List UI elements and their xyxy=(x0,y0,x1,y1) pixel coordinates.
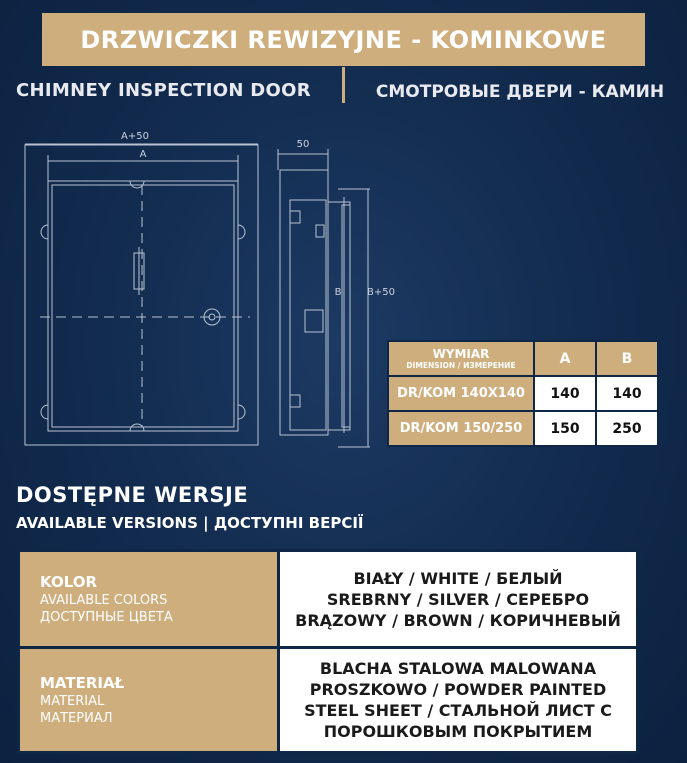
technical-drawing xyxy=(20,125,410,455)
page-title: DRZWICZKI REWIZYJNE - KOMINKOWE xyxy=(80,25,607,54)
material-label-ru: МАТЕРИАЛ xyxy=(40,711,113,726)
value-b: 250 xyxy=(596,411,658,446)
value-a: 150 xyxy=(534,411,596,446)
material-label-cell xyxy=(19,648,279,753)
value-a: 140 xyxy=(534,376,596,411)
color-label-en: AVAILABLE COLORS xyxy=(40,593,168,608)
door-panel xyxy=(48,181,238,431)
color-label-cell xyxy=(19,551,279,648)
table-row xyxy=(19,648,638,753)
material-value: STEEL SHEET / СТАЛЬНОЙ ЛИСТ С xyxy=(304,701,612,720)
color-label: KOLOR xyxy=(40,573,98,591)
dimension-header xyxy=(388,341,534,376)
material-label: MATERIAŁ xyxy=(40,674,125,692)
table-row xyxy=(388,411,658,446)
model-name: DR/KOM 140X140 xyxy=(388,376,534,411)
subtitle-russian: СМОТРОВЫЕ ДВЕРИ - КАМИН xyxy=(375,82,665,102)
dim-label-b-plus-50: B+50 xyxy=(367,287,395,298)
material-value: ПОРОШКОВЫМ ПОКРЫТИЕМ xyxy=(323,722,593,741)
dim-label-a: A xyxy=(139,149,147,160)
color-value: BRĄZOWY / BROWN / КОРИЧНЕВЫЙ xyxy=(295,610,621,630)
column-header-b: B xyxy=(596,341,658,376)
dimension-header-sub: DIMENSION / ИЗМЕРЕНИЕ xyxy=(406,361,516,370)
subtitle-english: CHIMNEY INSPECTION DOOR xyxy=(16,80,311,101)
versions-heading: DOSTĘPNE WERSJE xyxy=(16,483,249,507)
dimension-table xyxy=(387,340,659,447)
value-b: 140 xyxy=(596,376,658,411)
color-value: BIAŁY / WHITE / БЕЛЫЙ xyxy=(353,568,563,588)
table-row xyxy=(19,551,638,648)
subtitle-divider xyxy=(342,67,345,103)
color-label-ru: ДОСТУПНЫЕ ЦВЕТА xyxy=(40,610,173,625)
color-value: SREBRNY / SILVER / СЕРЕБРО xyxy=(326,589,590,609)
versions-table xyxy=(17,549,639,754)
versions-subheading: AVAILABLE VERSIONS | ДОСТУПНІ ВЕРСІЇ xyxy=(16,514,364,532)
dim-label-b: B xyxy=(334,287,342,298)
table-row xyxy=(388,376,658,411)
title-banner xyxy=(42,13,645,66)
material-label-en: MATERIAL xyxy=(40,694,105,709)
dim-label-50: 50 xyxy=(296,139,310,150)
model-name: DR/KOM 150/250 xyxy=(388,411,534,446)
material-values-cell xyxy=(279,648,638,753)
column-header-a: A xyxy=(534,341,596,376)
dimension-header-main: WYMIAR xyxy=(432,347,490,361)
dim-label-a-plus-50: A+50 xyxy=(121,131,149,142)
material-value: BLACHA STALOWA MALOWANA xyxy=(319,659,597,678)
material-value: PROSZKOWO / POWDER PAINTED xyxy=(309,680,607,699)
color-values-cell xyxy=(279,551,638,648)
